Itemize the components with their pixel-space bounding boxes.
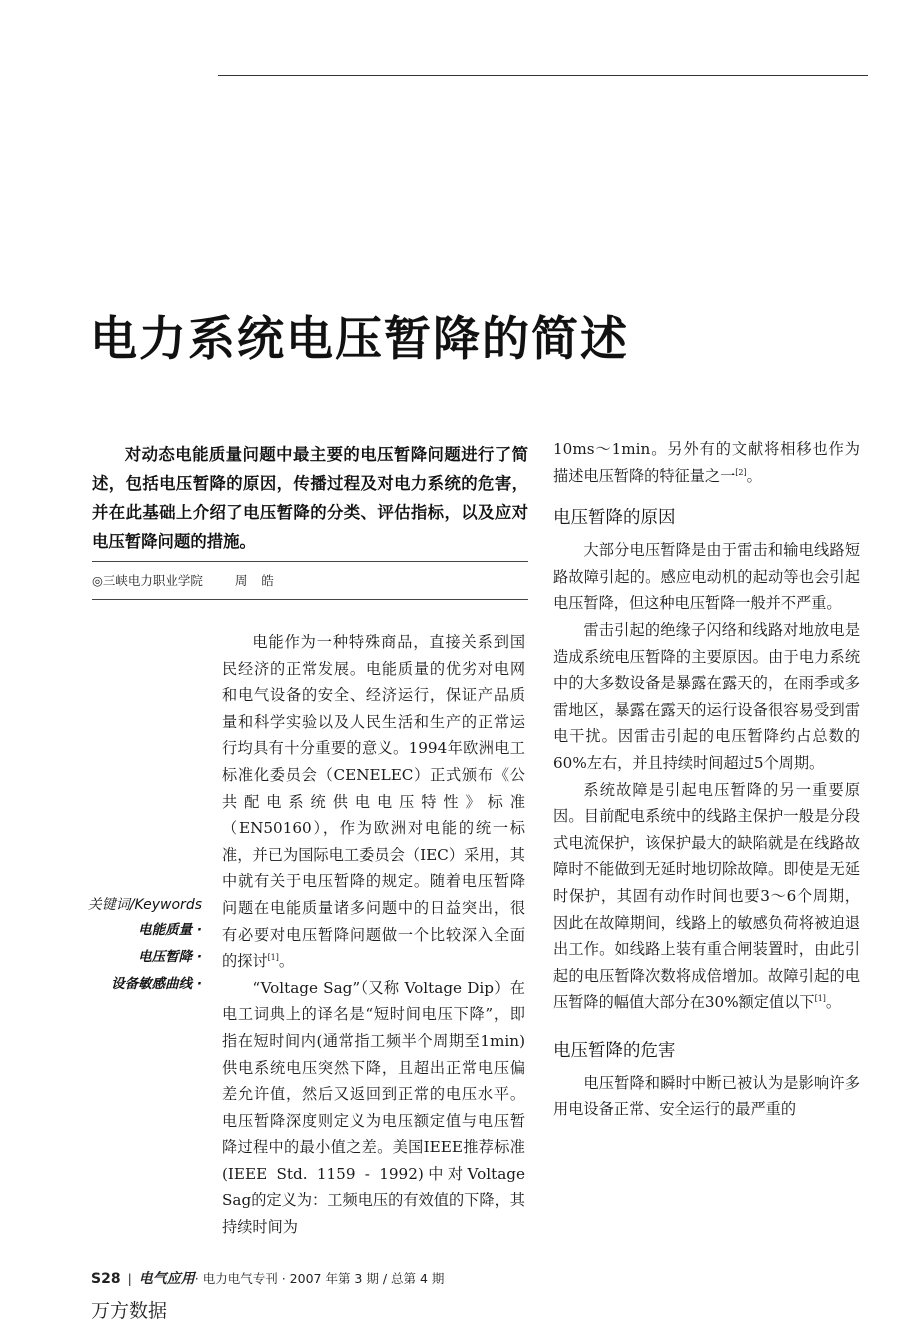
paragraph-end: 。 xyxy=(825,993,842,1012)
journal-logo: 电气应用 xyxy=(138,1271,195,1287)
footer-divider: | xyxy=(127,1271,132,1286)
body-paragraph xyxy=(222,629,525,975)
journal-info: · 电力电气专刊 · 2007 年第 3 期 / 总第 4 期 xyxy=(194,1271,445,1286)
abstract-rule-bottom xyxy=(92,599,528,600)
abstract: 对动态电能质量问题中最主要的电压暂降问题进行了简述，包括电压暂降的原因，传播过程及对电力系统的危害，并在此基础上介绍了电压暂降的分类、评估指标，以及应对电压暂降问题的措施。 xyxy=(92,445,528,551)
body-paragraph: 雷击引起的绝缘子闪络和线路对地放电是造成系统电压暂降的主要原因。由于电力系统中的大多数设备是暴露在露天的，在雨季或多雷地区，暴露在露天的运行设备很容易受到雷电干扰。因雷击引起的电压暂降约占总数的60%左右，并且持续时间超过5个周期。 xyxy=(553,620,860,772)
middle-column xyxy=(222,629,525,1241)
paragraph-text: 系统故障是引起电压暂降的另一重要原因。目前配电系统中的线路主保护一般是分段式电流保护，该保护最大的缺陷就是在线路故障时不能做到无延时地切除故障。即使是无延时保护，其固有动作时间也要3～6个周期，因此在故障期间，线路上的敏感负荷将被迫退出工作。如线路上装有重合闸装置时，由此引起的电压暂降次数将成倍增加。故障引起的电压暂降的幅值大部分在30%额定值以下 xyxy=(553,780,860,1012)
watermark-text: 万方数据 xyxy=(91,1300,168,1322)
citation: [2] xyxy=(735,467,747,477)
paragraph-end: 。 xyxy=(278,952,295,971)
page-footer xyxy=(91,1268,691,1288)
paragraph-end: 。 xyxy=(746,466,762,485)
keyword-item: 电压暂降 · xyxy=(138,949,202,965)
body-paragraph xyxy=(553,777,860,1016)
header-rule xyxy=(218,75,868,76)
author-affiliation: ◎三峡电力职业学院 xyxy=(92,573,203,588)
section-heading: 电压暂降的危害 xyxy=(553,1040,676,1061)
keyword-item: 电能质量 · xyxy=(138,922,202,938)
body-paragraph xyxy=(553,436,860,489)
citation: [1] xyxy=(267,953,279,963)
paragraph-text: 10ms～1min。另外有的文献将相移也作为描述电压暂降的特征量之一 xyxy=(553,440,860,485)
keywords-title: 关键词/Keywords xyxy=(87,897,202,913)
citation: [1] xyxy=(814,994,826,1004)
section-heading: 电压暂降的原因 xyxy=(553,508,676,529)
keywords-box xyxy=(88,893,202,998)
abstract-rule-top xyxy=(92,561,528,562)
keyword-item: 设备敏感曲线 · xyxy=(111,976,202,992)
right-column xyxy=(553,436,860,1123)
author-line xyxy=(92,571,528,589)
body-paragraph: 大部分电压暂降是由于雷击和输电线路短路故障引起的。感应电动机的起动等也会引起电压暂降，但这种电压暂降一般并不严重。 xyxy=(553,541,860,613)
page-number: S28 xyxy=(91,1271,121,1287)
body-paragraph: “Voltage Sag”（又称 Voltage Dip）在电工词典上的译名是“短时间电压下降”，即指在短时间内(通常指工频半个周期至1min)供电系统电压突然下降，且超出正常电压偏差允许值，然后又返回到正常的电压水平。电压暂降深度则定义为电压额定值与电压暂降过程中的最小值之差。美国IEEE推荐标准(IEEE Std. 1159 - 1992)中对Voltage Sag的定义为：工频电压的有效值的下降，其持续时间为 xyxy=(222,978,525,1237)
article-title: 电力系统电压暂降的简述 xyxy=(90,312,629,367)
body-paragraph: 电压暂降和瞬时中断已被认为是影响许多用电设备正常、安全运行的最严重的 xyxy=(553,1073,860,1119)
paragraph-text: 电能作为一种特殊商品，直接关系到国民经济的正常发展。电能质量的优劣对电网和电气设备的安全、经济运行，保证产品质量和科学实验以及人民生活和生产的正常运行均具有十分重要的意义。1994年欧洲电工标准化委员会（CENELEC）正式颁布《公共配电系统供电电压特性》标准（EN50160），作为欧洲对电能的统一标准，并已为国际电工委员会（IEC）采用，其中就有关于电压暂降的规定。随着电压暂降问题在电能质量诸多问题中的日益突出，很有必要对电压暂降问题做一个比较深入全面的探讨 xyxy=(222,633,525,971)
author-name: 周皓 xyxy=(234,573,288,588)
